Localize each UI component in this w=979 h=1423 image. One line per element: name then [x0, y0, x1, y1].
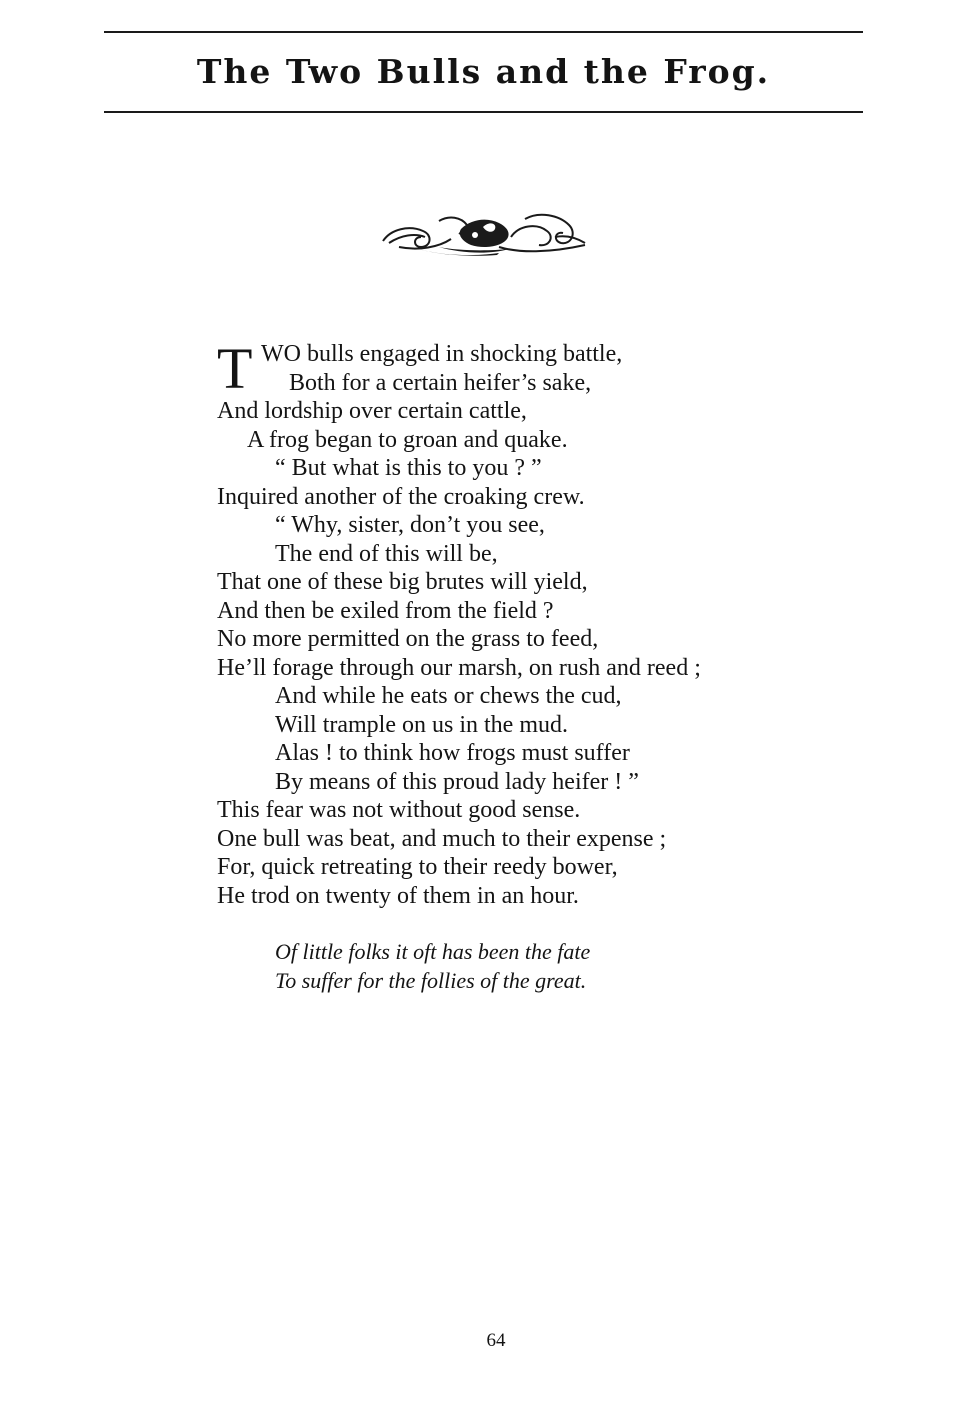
moral-line-2: To suffer for the follies of the great. [275, 968, 587, 993]
moral-line-1: Of little folks it oft has been the fate [275, 939, 591, 964]
poem-line-15: Alas ! to think how frogs must suffer [275, 740, 630, 766]
poem-line-5: “ But what is this to you ? ” [275, 455, 542, 481]
poem-line-13: And while he eats or chews the cud, [275, 683, 622, 709]
poem-line-7: “ Why, sister, don’t you see, [275, 512, 545, 538]
page-title: The Two Bulls and the Frog. [196, 52, 771, 91]
poem-line-2: Both for a certain heifer’s sake, [289, 369, 592, 396]
poem-line-18: One bull was beat, and much to their expense ; [217, 825, 667, 852]
poem-line-17: This fear was not without good sense. [217, 797, 581, 823]
poem-line-9: That one of these big brutes will yield, [217, 569, 588, 595]
poem-line-1: WO bulls engaged in shocking battle, [261, 341, 623, 367]
poem-line-6: Inquired another of the croaking crew. [217, 483, 585, 510]
poem-line-4: A frog began to groan and quake. [247, 426, 568, 453]
poem-line-11: No more permitted on the grass to feed, [217, 626, 599, 652]
poem-line-3: And lordship over certain cattle, [217, 398, 527, 424]
poem-line-14: Will trample on us in the mud. [275, 711, 568, 738]
poem-line-20: He trod on twenty of them in an hour. [217, 882, 579, 909]
page-number: 64 [486, 1330, 506, 1351]
bottom-rule [104, 111, 863, 113]
drop-cap: T [217, 336, 253, 401]
top-rule [104, 31, 863, 33]
poem-line-19: For, quick retreating to their reedy bower, [217, 854, 618, 880]
decorative-wave-ornament-icon [379, 207, 591, 257]
poem-line-10: And then be exiled from the field ? [217, 597, 554, 624]
poem-line-8: The end of this will be, [275, 540, 498, 567]
poem-line-12: He’ll forage through our marsh, on rush and reed ; [217, 654, 701, 681]
poem-line-16: By means of this proud lady heifer ! ” [275, 768, 639, 795]
